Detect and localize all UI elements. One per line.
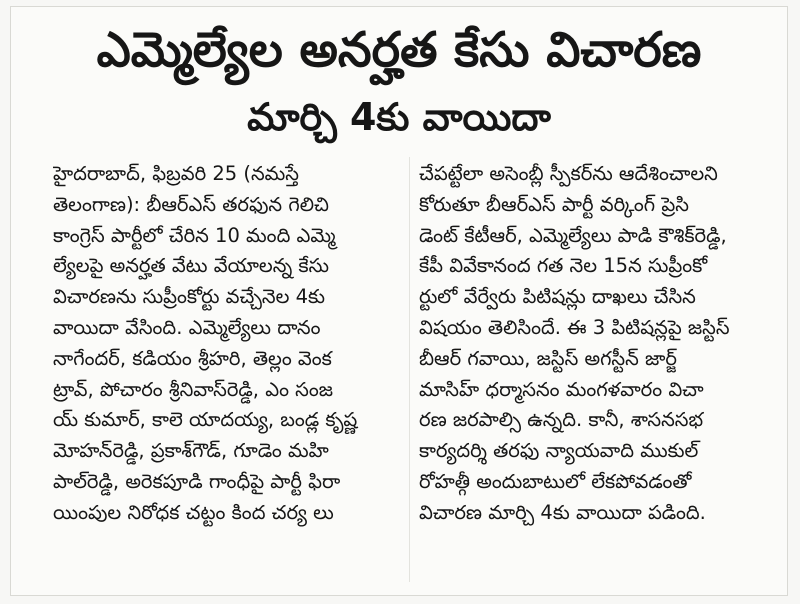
body-line: వాయిదా వేసింది. ఎమ్మెల్యేలు దానం	[53, 315, 321, 339]
body-line: కార్యదర్శి తరఫు న్యాయవాది ముకుల్	[419, 439, 699, 463]
article-column-left	[53, 159, 403, 529]
body-line: విషయం తెలిసిందే. ఈ 3 పిటిషన్లపై జస్టిస్	[419, 315, 730, 339]
body-line: హైదరాబాద్, ఫిబ్రవరి 25 (నమస్తే	[53, 162, 299, 185]
body-line: ట్రావ్, పోచారం శ్రీనివాస్‌రెడ్డి, ఎం సంజ	[53, 377, 333, 401]
newspaper-clipping	[10, 6, 788, 596]
body-line: విచారణను సుప్రీంకోర్టు వచ్చేనెల 4కు	[53, 285, 325, 309]
body-line: తెలంగాణ): బీఆర్ఎస్ తరఫున గెలిచి	[53, 192, 329, 216]
body-line: రణ జరపాల్సి ఉన్నది. కానీ, శాసనసభ	[419, 408, 704, 432]
body-line: బీఆర్ గవాయి, జస్టిస్ అగస్టీన్ జార్జ్	[419, 346, 677, 370]
body-line: కేపీ వివేకానంద గత నెల 15న సుప్రీంకో	[419, 254, 708, 278]
body-line: యింపుల నిరోధక చట్టం కింద చర్య లు	[53, 500, 334, 524]
body-line: డెంట్ కేటీఆర్, ఎమ్మెల్యేలు పాడి కౌశిక్‌రెడ్డి,	[419, 223, 727, 247]
article-column-right	[419, 159, 775, 529]
subheadline: మార్చి 4కు వాయిదా	[247, 95, 551, 139]
body-line: య్ కుమార్, కాలె యాదయ్య, బండ్ల కృష్ణ	[53, 408, 358, 432]
body-line: ర్టులో వేర్వేరు పిటిషన్లు దాఖలు చేసిన	[419, 285, 696, 309]
body-line: కోరుతూ బీఆర్ఎస్ పార్టీ వర్కింగ్ ప్రెసి	[419, 192, 689, 216]
body-line: కాంగ్రెస్ పార్టీలో చేరిన 10 మంది ఎమ్మె	[53, 223, 336, 247]
body-line: మాసిహ్ ధర్మాసనం మంగళవారం విచా	[419, 377, 704, 401]
column-divider	[409, 157, 410, 582]
body-line: ల్యేలపై అనర్హత వేటు వేయాలన్న కేసు	[53, 254, 330, 278]
body-line: రోహత్గీ అందుబాటులో లేకపోవడంతో	[419, 469, 692, 493]
body-line: నాగేందర్, కడియం శ్రీహరి, తెల్లం వెంక	[53, 346, 332, 370]
headline: ఎమ్మెల్యేల అనర్హత కేసు విచారణ	[96, 22, 702, 78]
body-line: చేపట్టేలా అసెంబ్లీ స్పీకర్‌ను ఆదేశించాలని	[419, 162, 718, 185]
body-line: పాల్‌రెడ్డి, అరెకపూడి గాంధీపై పార్టీ ఫిరా	[53, 469, 341, 493]
body-line: విచారణ మార్చి 4కు వాయిదా పడింది.	[419, 500, 706, 524]
body-line: మోహన్‌రెడ్డి, ప్రకాశ్‌గౌడ్, గూడెం మహి	[53, 439, 329, 463]
